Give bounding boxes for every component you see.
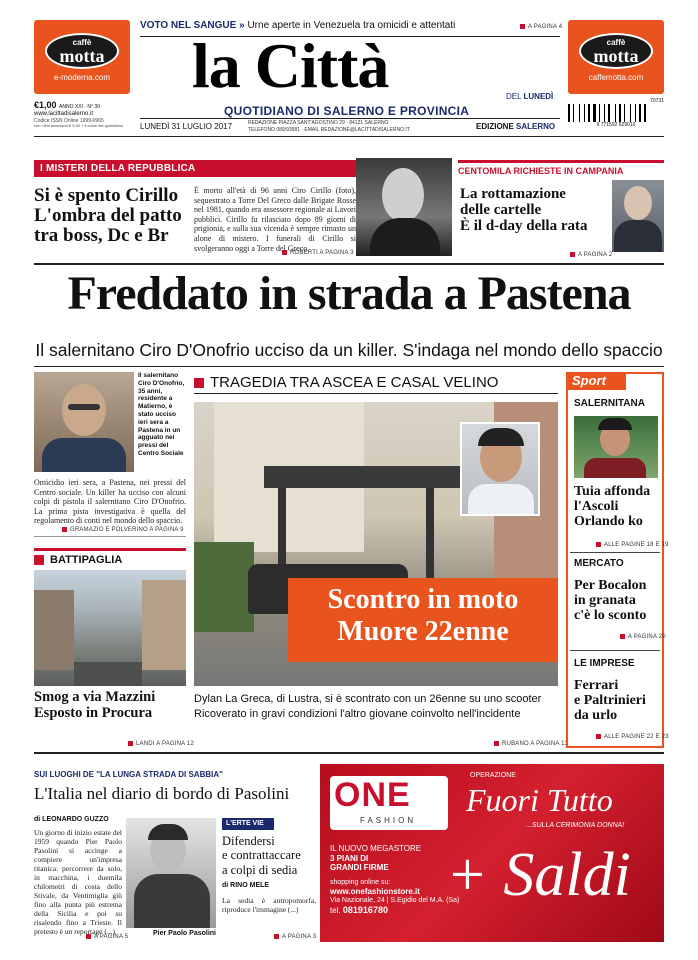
site-url: www.lacittadisalerno.it — [34, 110, 94, 117]
barcode: 70731 9 771592 629010 — [568, 98, 664, 128]
motta-logo-left: caffè motta — [45, 33, 119, 69]
ertevie-body: La sedia è antropomorfa, riproduce l'immagine (...) — [222, 896, 316, 914]
barcode-bar — [571, 104, 572, 122]
dylan-photo — [460, 422, 540, 516]
flash-label: VOTO NEL SANGUE — [140, 20, 237, 31]
cartelle-ref[interactable]: A PAGINA 2 — [570, 252, 612, 258]
ad-url-right: caffemotta.com — [588, 72, 644, 82]
cirillo-photo — [356, 158, 452, 256]
flash-sep: » — [239, 20, 245, 31]
barcode-bar — [637, 104, 638, 122]
sport-2-title[interactable]: Ferrari e Paltrinieri da urlo — [574, 678, 646, 724]
saldi-text: + Saldi — [446, 841, 631, 909]
barcode-bar — [606, 104, 607, 122]
barcode-bar — [581, 104, 583, 122]
ertevie-headline[interactable]: Difendersi e contrattaccare a colpi di sedia — [222, 834, 301, 877]
barcode-bar — [593, 104, 596, 122]
barcode-bar — [611, 104, 614, 122]
cartelle-photo — [612, 180, 664, 252]
barcode-bar — [573, 104, 574, 122]
barcode-bar — [619, 104, 621, 122]
battipaglia-ref[interactable]: LANDI A PAGINA 12 — [128, 741, 194, 747]
sport-1-section: MERCATO — [574, 558, 624, 569]
pasolini-photo — [126, 818, 216, 928]
barcode-bar — [591, 104, 592, 122]
ertevie-ref[interactable]: A PAGINA 3 — [274, 934, 316, 940]
masthead-subtitle: QUOTIDIANO DI SALERNO E PROVINCIA — [224, 104, 470, 118]
ad-url-left: e-moderna.com — [53, 72, 111, 82]
main-headline[interactable]: Freddato in strada a Pastena — [67, 267, 631, 320]
pasolini-byline: di LEONARDO GUZZO — [34, 816, 109, 823]
barcode-bar — [626, 104, 629, 122]
tragedia-overlay-title[interactable]: Scontro in moto Muore 22enne — [288, 578, 558, 662]
masthead-address: REDAZIONE PIAZZA SANT'AGOSTINO 29 · 84121 SALERNO TELEFONO 089/93581 · EMAIL REDAZIONE@LACITTADISALERNO.IT — [248, 120, 410, 133]
pasolini-photo-caption: Pier Paolo Pasolini — [152, 930, 216, 937]
barcode-bar — [601, 104, 603, 122]
flash-text: Urne aperte in Venezuela tra omicidi e attentati — [247, 20, 456, 31]
barcode-bar — [608, 104, 610, 122]
battipaglia-photo — [34, 570, 186, 686]
barcode-bar — [642, 104, 643, 122]
tragedia-caption: Dylan La Greca, di Lustra, si è scontrato con un 26enne su uno scooter Ricoverato in gravi condizioni l'altro giovane coinvolto nell'incidente — [194, 693, 542, 720]
sport-0-title[interactable]: Tuia affonda l'Ascoli Orlando ko — [574, 484, 651, 530]
flash-ref: A PAGINA 4 — [520, 24, 562, 30]
price-block: €1,00 ANNO XXI · N° 30 www.lacittadisalerno.it Codice ISSN Online 1999-0965 con i libri accessori € 9,00 + il costo del quotidiano — [34, 100, 144, 129]
motta-logo-right: caffè motta — [579, 33, 653, 69]
sport-1-ref[interactable]: A PAGINA 20 — [620, 634, 666, 640]
barcode-bar — [599, 104, 600, 122]
cartelle-headline[interactable]: La rottamazione delle cartelle È il d-day della rata — [460, 186, 588, 235]
barcode-bar — [615, 104, 616, 122]
masthead-title: la Città — [192, 30, 389, 101]
barcode-bar — [622, 104, 623, 122]
ad-one-fashion[interactable]: ONE FASHION OPERAZIONE Fuori Tutto ...SULLA CERIMONIA DONNA! IL NUOVO MEGASTORE 3 PIANI DI GRANDI FIRME shopping online su: www.onefashionstore.it Via Nazionale, 24 | S.Egidio del M.A. (Sa) tel. 081916780 + Saldi — [320, 764, 664, 942]
barcode-bar — [604, 104, 605, 122]
sport-2-section: LE IMPRESE — [574, 658, 635, 669]
barcode-bar — [635, 104, 636, 122]
main-ref[interactable]: GRAMAZIO E POLVERINO A PAGINA 9 — [62, 527, 184, 533]
pasolini-ref[interactable]: A PAGINA 5 — [86, 934, 128, 940]
barcode-bar — [647, 104, 648, 122]
sport-0-photo — [574, 416, 658, 478]
pasolini-body: Un giorno di inizio estate del 1959 quando Pier Paolo Pasolini si accinge a compiere un'impresa titanica: percorrere da solo, in macchina, i duemila chilometri di costa dello Stivale, da Ventimiglia giù fino alla punta più estrema della Sicilia e poi su risalendo fino a Trieste. Il pretesto è un reportage (...) — [34, 828, 122, 936]
main-subhead: Il salernitano Ciro D'Onofrio ucciso da un killer. S'indaga nel mondo dello spaccio — [35, 340, 663, 360]
battipaglia-headline[interactable]: Smog a via Mazzini Esposto in Procura — [34, 689, 156, 721]
sport-label: Sport — [566, 372, 626, 390]
barcode-bar — [632, 104, 634, 122]
barcode-bar — [568, 104, 570, 122]
edition: EDIZIONE SALERNO — [476, 122, 556, 131]
del-lunedi: DEL LUNEDÌ — [506, 92, 554, 101]
sport-0-section: SALERNITANA — [574, 398, 645, 409]
sport-1-title[interactable]: Per Bocalon in granata c'è lo sconto — [574, 578, 647, 624]
barcode-bar — [584, 104, 585, 122]
ad-motta-right[interactable] — [568, 20, 664, 94]
barcode-bar — [575, 104, 578, 122]
cartelle-section: CENTOMILA RICHIESTE IN CAMPANIA — [458, 160, 664, 176]
barcode-bar — [639, 104, 641, 122]
victim-caption: Il salernitano Ciro D'Onofrio, 35 anni, residente a Matierno, è stato ucciso ieri sera a Pastena in un agguato nei pressi del Centro Sociale — [138, 372, 185, 457]
barcode-bar — [644, 104, 646, 122]
barcode-bar — [624, 104, 625, 122]
sport-0-ref[interactable]: ALLE PAGINE 18 E 19 — [596, 542, 669, 548]
cirillo-headline[interactable]: Si è spento Cirillo L'ombra del patto tra boss, Dc e Br — [34, 185, 182, 246]
barcode-bar — [597, 104, 598, 122]
cirillo-section-bar: I MISTERI DELLA REPUBBLICA — [34, 160, 452, 177]
ertevie-section: L'ERTE VIE — [222, 818, 274, 830]
barcode-bar — [588, 104, 590, 122]
one-logo: ONE — [334, 776, 411, 814]
tragedia-ref[interactable]: RUBANO A PAGINA 13 — [494, 741, 568, 747]
cirillo-ref[interactable]: ROBERTI A PAGINA 3 — [282, 250, 354, 256]
tragedia-kicker: TRAGEDIA TRA ASCEA E CASAL VELINO — [194, 374, 558, 394]
store-info: IL NUOVO MEGASTORE 3 PIANI DI GRANDI FIRME shopping online su: www.onefashionstore.it Via Nazionale, 24 | S.Egidio del M.A. (Sa) tel. 081916780 — [330, 844, 460, 916]
promo-title: Fuori Tutto — [466, 782, 613, 818]
barcode-bar — [617, 104, 618, 122]
price: €1,00 — [34, 100, 57, 110]
barcode-bar — [586, 104, 587, 122]
ad-motta-left[interactable] — [34, 20, 130, 94]
victim-photo — [34, 372, 134, 472]
battipaglia-section: BATTIPAGLIA — [34, 548, 186, 566]
barcode-bar — [579, 104, 580, 122]
barcode-bar — [630, 104, 631, 122]
pasolini-kicker: SUI LUOGHI DE "LA LUNGA STRADA DI SABBIA" — [34, 770, 223, 779]
pasolini-headline[interactable]: L'Italia nel diario di bordo di Pasolini — [34, 784, 290, 803]
cirillo-body: È morto all'età di 96 anni Ciro Cirillo (foto), sequestrato a Torre Del Greco dalle Brigate Rosse nel 1981, quando era assessore regionale ai Lavori pubblici. Cirillo fu rilasciato dopo 89 giorni di prigionia, e sulla sua vicenda è sempre rimasto un alone di mistero. I funerali di Cirillo si svolgeranno oggi a Torre del Greco. — [194, 186, 356, 253]
main-body: Omicidio ieri sera, a Pastena, nei pressi del Centro sociale. Un killer ha ucciso con alcuni colpi di pistola il salernitano Ciro D'Onofrio. La prima pista investigativa è quella del regolamento di conti nel mondo dello spaccio. — [34, 478, 186, 526]
masthead-date: LUNEDÌ 31 LUGLIO 2017 — [140, 122, 233, 131]
sport-2-ref[interactable]: ALLE PAGINE 22 E 23 — [596, 734, 669, 740]
ertevie-byline: di RINO MELE — [222, 882, 270, 889]
